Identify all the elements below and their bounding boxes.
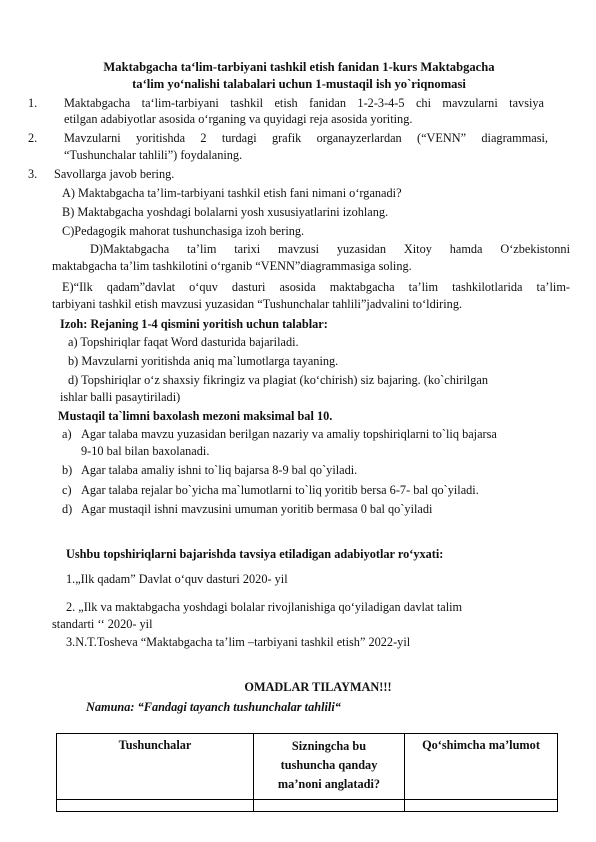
question-a: A) Maktabgacha ta’lim-tarbiyani tashkil etish fani nimani o‘rganadi? (62, 186, 402, 200)
literature-heading: Ushbu topshiriqlarni bajarishda tavsiya etiladigan adabiyotlar ro‘yxati: (66, 547, 444, 561)
criteria-item-marker: c) (62, 483, 72, 497)
task-2-number: 2. (28, 131, 38, 145)
criteria-item-text: Agar mustaqil ishni mavzusini umuman yoritib bermasa 0 bal qo`yiladi (81, 502, 433, 516)
task-2-text-line-1: Mavzularni yoritishda 2 turdagi grafik organayzerlardan (“VENN” diagrammasi, (64, 131, 548, 145)
question-e-line-2: tarbiyani tashkil etish mavzusi yuzasidan “Tushunchalar tahlili”jadvalini to‘ldiring. (52, 297, 463, 311)
table-row (57, 800, 558, 812)
task-3-text: Savollarga javob bering. (54, 167, 175, 181)
note-item-d-line-1: d) Topshiriqlar o‘z shaxsiy fikringiz va plagiat (ko‘chirish) siz bajaring. (ko`chirilgan (68, 373, 488, 387)
table-cell (405, 800, 558, 812)
literature-item-1: 1.„Ilk qadam” Davlat o‘quv dasturi 2020- yil (66, 572, 288, 586)
criteria-item-marker: b) (62, 463, 73, 477)
note-item-b: b) Mavzularni yoritishda aniq ma`lumotlarga tayaning. (68, 354, 339, 368)
header-cell-additional-info: Qo‘shimcha ma’lumot (405, 734, 558, 800)
table-cell (254, 800, 405, 812)
criteria-item-marker: a) (62, 427, 72, 441)
sample-caption: Namuna: “Fandagi tayanch tushunchalar tahlili“ (86, 700, 341, 714)
table-cell (57, 800, 254, 812)
header-cell-concepts: Tushunchalar (57, 734, 254, 800)
criteria-item-text-cont: 9-10 bal bilan baxolanadi. (81, 444, 210, 458)
literature-item-2-line-1: 2. „Ilk va maktabgacha yoshdagi bolalar rivojlanishiga qo‘yiladigan davlat talim (66, 600, 463, 614)
concepts-analysis-table (56, 733, 558, 812)
document-title-line-2: ta‘lim yo‘nalishi talabalari uchun 1-mustaqil ish yo`riqnomasi (132, 77, 466, 91)
question-d-line-2: maktabgacha ta’lim tashkilotini o‘rganib “VENN”diagrammasiga soling. (52, 259, 412, 273)
criteria-item-marker: d) (62, 502, 73, 516)
criteria-item-text: Agar talaba rejalar bo`yicha ma`lumotlarni to`liq yoritib bersa 6-7- bal qo`yiladi. (81, 483, 479, 497)
document-title-line-1: Maktabgacha ta‘lim-tarbiyani tashkil etish fanidan 1-kurs Maktabgacha (103, 60, 495, 74)
note-item-a: a) Topshiriqlar faqat Word dasturida bajariladi. (68, 335, 299, 349)
question-d-line-1: D)Maktabgacha ta’lim tarixi mavzusi yuzasidan Xitoy hamda O‘zbekistonni (90, 242, 570, 256)
closing-wish: OMADLAR TILAYMAN!!! (244, 680, 392, 694)
task-1-text-line-2: etilgan adabiyotlar asosida o‘rganing va quyidagi reja asosida yoriting. (64, 112, 413, 126)
question-b: B) Maktabgacha yoshdagi bolalarni yosh xususiyatlarini izohlang. (62, 205, 389, 219)
task-2-text-line-2: “Tushunchalar tahlili”) foydalaning. (64, 148, 243, 162)
note-item-d-line-2: ishlar balli pasaytiriladi) (60, 390, 181, 404)
criteria-item-text: Agar talaba mavzu yuzasidan berilgan nazariy va amaliy topshiriqlarni to`liq bajarsa (81, 427, 497, 441)
table-header-row (57, 734, 558, 800)
literature-item-2-line-2: standarti ‘‘ 2020- yil (52, 617, 153, 631)
task-3-number: 3. (28, 167, 38, 181)
task-1-number: 1. (28, 96, 38, 110)
note-heading: Izoh: Rejaning 1-4 qismini yoritish uchun talablar: (60, 317, 328, 331)
criteria-heading: Mustaqil ta`limni baxolash mezoni maksimal bal 10. (58, 409, 333, 423)
task-1-text-line-1: Maktabgacha ta‘lim-tarbiyani tashkil etish fanidan 1-2-3-4-5 chi mavzularni tavsiya (64, 96, 544, 110)
header-cell-meaning: Sizningcha bu tushuncha qanday ma’noni anglatadi? (254, 734, 405, 800)
question-e-line-1: E)“Ilk qadam”davlat o‘quv dasturi asosida maktabgacha ta’lim tashkilotlarida ta’lim- (62, 280, 570, 294)
question-c: C)Pedagogik mahorat tushunchasiga izoh bering. (62, 224, 305, 238)
criteria-item-text: Agar talaba amaliy ishni to`liq bajarsa 8-9 bal qo`yiladi. (81, 463, 358, 477)
literature-item-3: 3.N.T.Tosheva “Maktabgacha ta’lim –tarbiyani tashkil etish” 2022-yil (66, 635, 411, 649)
